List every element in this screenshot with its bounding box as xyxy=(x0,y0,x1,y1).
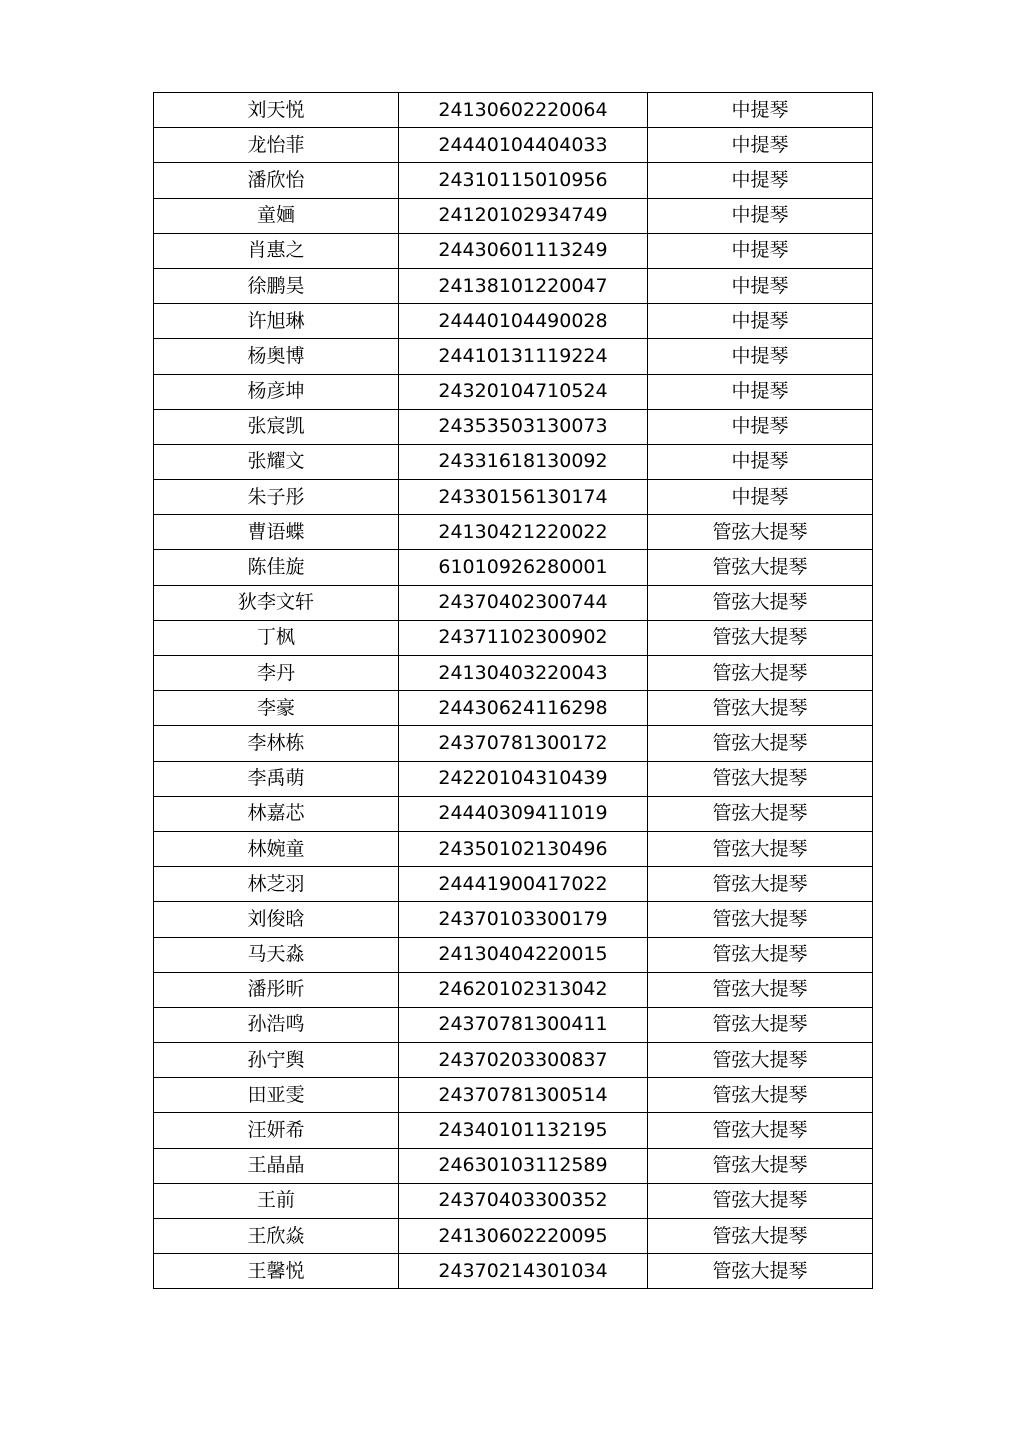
table-row xyxy=(154,620,873,655)
table-row xyxy=(154,198,873,233)
cell-id: 24330156130174 xyxy=(399,480,648,515)
cell-instrument: 管弦大提琴 xyxy=(648,1007,873,1042)
table-row xyxy=(154,1078,873,1113)
results-table xyxy=(153,92,873,1289)
cell-id: 24310115010956 xyxy=(399,163,648,198)
cell-name: 潘彤昕 xyxy=(154,972,399,1007)
table-row xyxy=(154,1007,873,1042)
cell-name: 肖惠之 xyxy=(154,233,399,268)
table-row xyxy=(154,233,873,268)
cell-instrument: 管弦大提琴 xyxy=(648,761,873,796)
cell-instrument: 中提琴 xyxy=(648,198,873,233)
cell-name: 李禹萌 xyxy=(154,761,399,796)
cell-instrument: 管弦大提琴 xyxy=(648,1113,873,1148)
cell-name: 杨奥博 xyxy=(154,339,399,374)
cell-instrument: 管弦大提琴 xyxy=(648,1254,873,1289)
cell-id: 24353503130073 xyxy=(399,409,648,444)
cell-id: 24370402300744 xyxy=(399,585,648,620)
cell-id: 24370781300172 xyxy=(399,726,648,761)
cell-name: 汪妍希 xyxy=(154,1113,399,1148)
cell-name: 许旭琳 xyxy=(154,304,399,339)
cell-id: 24331618130092 xyxy=(399,444,648,479)
cell-id: 24130403220043 xyxy=(399,656,648,691)
table-row xyxy=(154,374,873,409)
cell-id: 24430624116298 xyxy=(399,691,648,726)
cell-name: 曹语蝶 xyxy=(154,515,399,550)
table-row xyxy=(154,515,873,550)
table-row xyxy=(154,409,873,444)
cell-name: 林嘉芯 xyxy=(154,796,399,831)
cell-id: 24620102313042 xyxy=(399,972,648,1007)
cell-instrument: 中提琴 xyxy=(648,480,873,515)
cell-instrument: 管弦大提琴 xyxy=(648,867,873,902)
cell-instrument: 管弦大提琴 xyxy=(648,1183,873,1218)
cell-instrument: 中提琴 xyxy=(648,163,873,198)
cell-instrument: 管弦大提琴 xyxy=(648,585,873,620)
table-row xyxy=(154,796,873,831)
table-row xyxy=(154,480,873,515)
table-row xyxy=(154,268,873,303)
cell-name: 童婳 xyxy=(154,198,399,233)
cell-name: 马天淼 xyxy=(154,937,399,972)
table-row xyxy=(154,937,873,972)
cell-instrument: 管弦大提琴 xyxy=(648,550,873,585)
cell-instrument: 中提琴 xyxy=(648,339,873,374)
cell-name: 王前 xyxy=(154,1183,399,1218)
table-row xyxy=(154,304,873,339)
table-row xyxy=(154,93,873,128)
cell-instrument: 中提琴 xyxy=(648,93,873,128)
cell-name: 李豪 xyxy=(154,691,399,726)
results-table-container xyxy=(153,92,872,1289)
cell-id: 24120102934749 xyxy=(399,198,648,233)
table-row xyxy=(154,1043,873,1078)
results-table-body xyxy=(154,93,873,1289)
cell-instrument: 管弦大提琴 xyxy=(648,656,873,691)
cell-name: 刘天悦 xyxy=(154,93,399,128)
cell-name: 徐鹏昊 xyxy=(154,268,399,303)
table-row xyxy=(154,1148,873,1183)
cell-instrument: 管弦大提琴 xyxy=(648,902,873,937)
cell-name: 林婉童 xyxy=(154,831,399,866)
cell-id: 24430601113249 xyxy=(399,233,648,268)
cell-instrument: 中提琴 xyxy=(648,268,873,303)
cell-name: 李林栋 xyxy=(154,726,399,761)
cell-name: 王欣焱 xyxy=(154,1219,399,1254)
cell-instrument: 管弦大提琴 xyxy=(648,1043,873,1078)
cell-instrument: 中提琴 xyxy=(648,374,873,409)
cell-instrument: 管弦大提琴 xyxy=(648,1078,873,1113)
cell-name: 张宸凯 xyxy=(154,409,399,444)
table-row xyxy=(154,444,873,479)
cell-instrument: 中提琴 xyxy=(648,304,873,339)
cell-id: 24130602220064 xyxy=(399,93,648,128)
table-row xyxy=(154,972,873,1007)
cell-id: 24130421220022 xyxy=(399,515,648,550)
cell-name: 潘欣怡 xyxy=(154,163,399,198)
cell-name: 李丹 xyxy=(154,656,399,691)
table-row xyxy=(154,761,873,796)
cell-id: 24220104310439 xyxy=(399,761,648,796)
cell-name: 田亚雯 xyxy=(154,1078,399,1113)
table-row xyxy=(154,691,873,726)
cell-name: 刘俊晗 xyxy=(154,902,399,937)
table-row xyxy=(154,867,873,902)
cell-id: 24320104710524 xyxy=(399,374,648,409)
cell-id: 24130602220095 xyxy=(399,1219,648,1254)
cell-id: 24138101220047 xyxy=(399,268,648,303)
cell-name: 孙宁舆 xyxy=(154,1043,399,1078)
cell-id: 24370781300514 xyxy=(399,1078,648,1113)
cell-instrument: 管弦大提琴 xyxy=(648,1148,873,1183)
cell-id: 24370403300352 xyxy=(399,1183,648,1218)
cell-name: 狄李文轩 xyxy=(154,585,399,620)
cell-id: 24340101132195 xyxy=(399,1113,648,1148)
table-row xyxy=(154,550,873,585)
cell-id: 24630103112589 xyxy=(399,1148,648,1183)
cell-id: 24410131119224 xyxy=(399,339,648,374)
table-row xyxy=(154,1219,873,1254)
table-row xyxy=(154,585,873,620)
cell-id: 24440309411019 xyxy=(399,796,648,831)
cell-instrument: 管弦大提琴 xyxy=(648,620,873,655)
cell-name: 孙浩鸣 xyxy=(154,1007,399,1042)
cell-name: 王晶晶 xyxy=(154,1148,399,1183)
cell-instrument: 中提琴 xyxy=(648,233,873,268)
cell-instrument: 管弦大提琴 xyxy=(648,796,873,831)
cell-id: 24350102130496 xyxy=(399,831,648,866)
cell-instrument: 中提琴 xyxy=(648,128,873,163)
cell-name: 丁枫 xyxy=(154,620,399,655)
cell-name: 王馨悦 xyxy=(154,1254,399,1289)
cell-id: 24371102300902 xyxy=(399,620,648,655)
table-row xyxy=(154,831,873,866)
cell-id: 24370781300411 xyxy=(399,1007,648,1042)
cell-id: 24441900417022 xyxy=(399,867,648,902)
cell-instrument: 中提琴 xyxy=(648,409,873,444)
cell-id: 61010926280001 xyxy=(399,550,648,585)
cell-id: 24370203300837 xyxy=(399,1043,648,1078)
cell-instrument: 管弦大提琴 xyxy=(648,726,873,761)
cell-instrument: 管弦大提琴 xyxy=(648,691,873,726)
cell-id: 24440104404033 xyxy=(399,128,648,163)
table-row xyxy=(154,128,873,163)
cell-instrument: 管弦大提琴 xyxy=(648,515,873,550)
cell-name: 龙怡菲 xyxy=(154,128,399,163)
cell-instrument: 管弦大提琴 xyxy=(648,937,873,972)
cell-name: 陈佳旋 xyxy=(154,550,399,585)
cell-id: 24370103300179 xyxy=(399,902,648,937)
cell-name: 杨彦坤 xyxy=(154,374,399,409)
cell-id: 24370214301034 xyxy=(399,1254,648,1289)
cell-instrument: 管弦大提琴 xyxy=(648,972,873,1007)
cell-instrument: 管弦大提琴 xyxy=(648,831,873,866)
table-row xyxy=(154,1183,873,1218)
table-row xyxy=(154,1113,873,1148)
table-row xyxy=(154,726,873,761)
table-row xyxy=(154,163,873,198)
cell-name: 林芝羽 xyxy=(154,867,399,902)
table-row xyxy=(154,339,873,374)
cell-instrument: 中提琴 xyxy=(648,444,873,479)
table-row xyxy=(154,656,873,691)
cell-id: 24440104490028 xyxy=(399,304,648,339)
cell-name: 朱子彤 xyxy=(154,480,399,515)
table-row xyxy=(154,902,873,937)
cell-id: 24130404220015 xyxy=(399,937,648,972)
table-row xyxy=(154,1254,873,1289)
cell-instrument: 管弦大提琴 xyxy=(648,1219,873,1254)
cell-name: 张耀文 xyxy=(154,444,399,479)
